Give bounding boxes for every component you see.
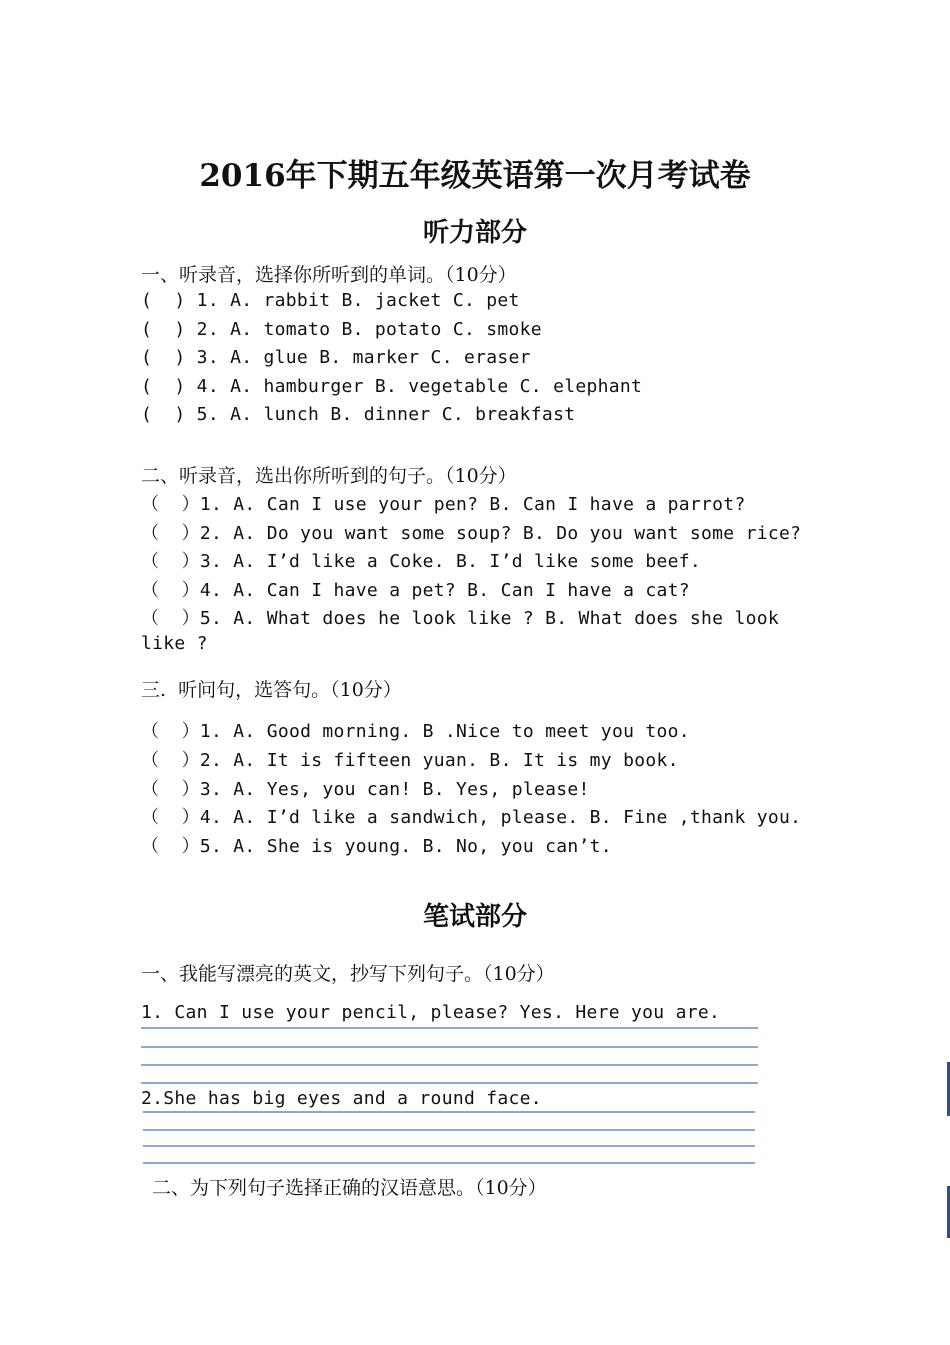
part2-item: （ ）2. A. Do you want some soup? B. Do you want some rice? (141, 523, 802, 544)
part3-item: （ ）5. A. She is young. B. No, you can’t. (141, 836, 612, 857)
part3-item: （ ）1. A. Good morning. B .Nice to meet you too. (141, 721, 690, 742)
writing2-heading: 二、为下列句子选择正确的汉语意思。（10分） (152, 1177, 547, 1199)
part2-item: （ ）5. A. What does he look like ? B. What does she look (141, 608, 779, 629)
part1-item: ( ) 5. A. lunch B. dinner C. breakfast (141, 404, 576, 425)
part2-heading: 二、听录音，选出你所听到的句子。（10分） (141, 465, 517, 487)
part3-item: （ ）3. A. Yes, you can! B. Yes, please! (141, 779, 590, 800)
writing-rule (141, 1082, 758, 1084)
writing-rule (143, 1162, 755, 1164)
part3-item: （ ）2. A. It is fifteen yuan. B. It is my book. (141, 750, 679, 771)
part3-item: （ ）4. A. I’d like a sandwich, please. B. Fine ,thank you. (141, 807, 802, 828)
copy-sentence-1: 1. Can I use your pencil, please? Yes. Here you are. (141, 1002, 721, 1023)
part1-item: ( ) 3. A. glue B. marker C. eraser (141, 347, 531, 368)
part2-item-continued: like ? (141, 633, 208, 654)
exam-title: 2016年下期五年级英语第一次月考试卷 (199, 158, 751, 194)
part1-heading: 一、听录音，选择你所听到的单词。（10分） (141, 264, 517, 286)
writing-section-title: 笔试部分 (422, 902, 527, 932)
writing-rule (143, 1129, 755, 1131)
writing1-heading: 一、我能写漂亮的英文，抄写下列句子。（10分） (141, 963, 555, 985)
part1-item: ( ) 4. A. hamburger B. vegetable C. elephant (141, 376, 643, 397)
writing-rule (143, 1111, 755, 1113)
part1-item: ( ) 2. A. tomato B. potato C. smoke (141, 319, 542, 340)
writing-rule (141, 1046, 758, 1048)
part2-item: （ ）3. A. I’d like a Coke. B. I’d like some beef. (141, 551, 702, 572)
copy-sentence-2: 2.She has big eyes and a round face. (141, 1088, 542, 1109)
writing-rule (141, 1027, 758, 1029)
part1-item: ( ) 1. A. rabbit B. jacket C. pet (141, 290, 520, 311)
writing-rule (141, 1064, 758, 1066)
part2-item: （ ）4. A. Can I have a pet? B. Can I have a cat? (141, 580, 690, 601)
writing-rule (143, 1145, 755, 1147)
part3-heading: 三. 听问句，选答句。（10分） (141, 679, 402, 701)
part2-item: （ ）1. A. Can I use your pen? B. Can I have a parrot? (141, 494, 746, 515)
listening-section-title: 听力部分 (422, 218, 527, 248)
